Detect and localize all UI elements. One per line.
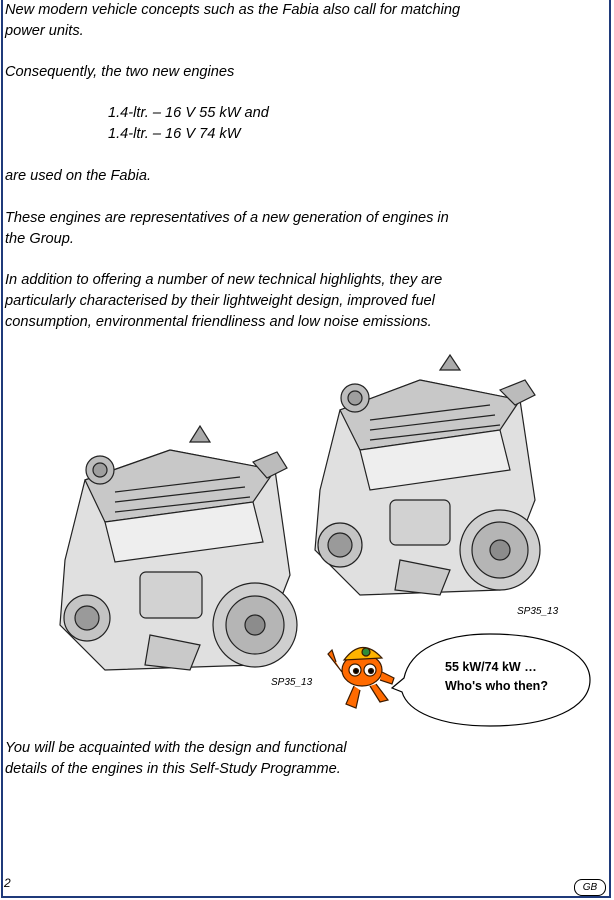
intro-line-2: power units.	[5, 23, 84, 39]
figure-caption-right: SP35_13	[517, 606, 559, 617]
engine-spec-1: 1.4-ltr. – 16 V 55 kW and	[108, 105, 269, 121]
closing-line-1: You will be acquainted with the design and functional	[5, 740, 347, 756]
closing-line-2: details of the engines in this Self-Study Programme.	[5, 761, 341, 777]
intro-line-1: New modern vehicle concepts such as the Fabia also call for matching	[5, 2, 461, 18]
page-number: 2	[4, 876, 11, 890]
consequently-line: Consequently, the two new engines	[5, 64, 235, 80]
engine-illustration-left	[45, 420, 310, 685]
figure-caption-left: SP35_13	[271, 677, 313, 688]
bubble-line-2: Who's who then?	[445, 679, 548, 693]
generation-line-1: These engines are representatives of a new generation of engines in	[5, 210, 449, 226]
engine-illustration-right	[300, 350, 560, 610]
highlights-line-1: In addition to offering a number of new technical highlights, they are	[5, 272, 443, 288]
highlights-line-3: consumption, environmental friendliness and low noise emissions.	[5, 314, 432, 330]
generation-line-2: the Group.	[5, 231, 74, 247]
highlights-line-2: particularly characterised by their lightweight design, improved fuel	[5, 293, 435, 309]
bubble-line-1: 55 kW/74 kW …	[445, 660, 537, 674]
engine-spec-2: 1.4-ltr. – 16 V 74 kW	[108, 126, 241, 142]
speech-bubble-text	[445, 658, 548, 696]
language-badge: GB	[574, 879, 606, 896]
used-on-fabia-line: are used on the Fabia.	[5, 168, 152, 184]
